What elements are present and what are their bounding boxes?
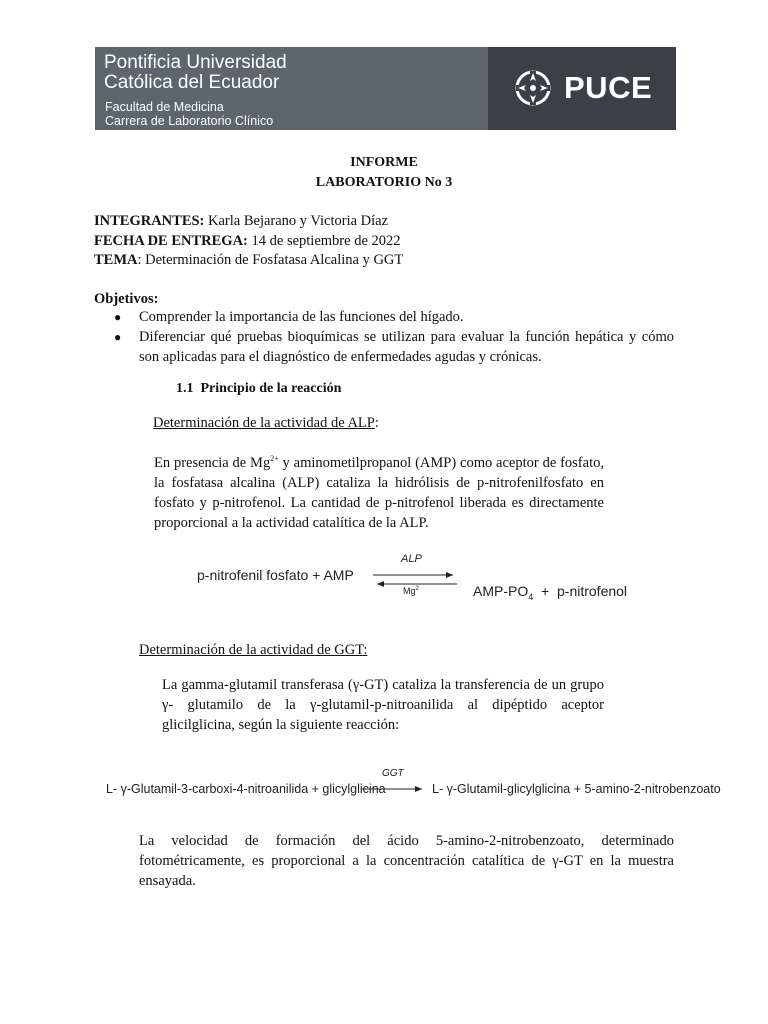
tema-label: TEMA — [94, 252, 138, 268]
alp-product: AMP-PO — [473, 583, 529, 599]
puce-cross-logo-icon — [514, 69, 552, 107]
ggt-reaction-enzyme: GGT — [382, 768, 404, 779]
fecha-line — [94, 233, 401, 250]
objective-item-1: Comprender la importancia de las funciones del hígado. — [139, 309, 464, 325]
fecha-value: 14 de septiembre de 2022 — [247, 233, 401, 249]
ggt-paragraph: La gamma-glutamil transferasa (γ-GT) cataliza la transferencia de un grupo γ- glutamilo de la γ-glutamil-p-nitroanilida al dipéptido aceptor glicilglicina, según la siguiente reacción: — [162, 677, 604, 733]
ggt-heading-text: Determinación de la actividad de GGT: — [139, 642, 368, 658]
integrantes-label: INTEGRANTES: — [94, 213, 205, 229]
banner-left-panel — [95, 47, 488, 130]
fecha-label: FECHA DE ENTREGA: — [94, 233, 248, 249]
alp-reaction-right — [466, 567, 627, 602]
alp-product-sub: 4 — [528, 591, 534, 602]
tema-line — [94, 252, 403, 269]
alp-text-post: y aminometilpropanol (AMP) como aceptor de fosfato, la fosfatasa alcalina (ALP) cataliza la hidrólisis de p-nitrofenilfosfato en fosfato y p-nitrofenol. La cantidad de p-nitrofenol liberada es directamente proporcional a la actividad catalítica de la ALP. — [154, 454, 604, 531]
section-number: 1.1 — [176, 381, 194, 396]
alp-text-sup: 2+ — [270, 454, 279, 463]
puce-logo-text: PUCE — [564, 70, 653, 105]
alp-cofactor-sup: 2 — [415, 586, 419, 592]
faculty-name: Facultad de Medicina — [105, 100, 224, 114]
career-name: Carrera de Laboratorio Clínico — [105, 114, 274, 128]
objective-item-2: Diferenciar qué pruebas bioquímicas se utilizan para evaluar la función hepática y cómo son aplicadas para el diagnóstico de enfermedades agudas y crónicas. — [139, 329, 674, 365]
alp-reaction-enzyme: ALP — [401, 553, 422, 565]
banner-right-panel — [488, 47, 676, 130]
objectives-heading — [94, 291, 158, 308]
alp-heading — [153, 415, 379, 432]
bullet-icon: ● — [114, 310, 122, 324]
university-header-banner — [95, 47, 676, 130]
ggt-conclusion: La velocidad de formación del ácido 5-amino-2-nitrobenzoato, determinado fotométricamente, es proporcional a la concentración catalítica de γ-GT en la muestra ensayada. — [139, 833, 674, 889]
report-subtitle: LABORATORIO No 3 — [315, 175, 453, 190]
university-name-line1: Pontificia Universidad — [104, 52, 287, 73]
ggt-reaction-left: L- γ-Glutamil-3-carboxi-4-nitroanilida + glicylglicina — [106, 782, 386, 796]
section-heading — [176, 381, 341, 397]
ggt-reaction-right: L- γ-Glutamil-glicylglicina + 5-amino-2-nitrobenzoato — [432, 782, 721, 796]
integrantes-line — [94, 213, 388, 230]
integrantes-value: Karla Bejarano y Victoria Díaz — [204, 213, 389, 229]
bullet-icon: ● — [114, 330, 122, 344]
ggt-reaction-arrow — [362, 784, 424, 794]
alp-paragraph — [154, 449, 604, 533]
alp-reaction-left: p-nitrofenil fosfato + AMP — [197, 567, 354, 583]
alp-heading-suffix: : — [374, 415, 379, 431]
alp-cofactor-text: Mg — [403, 586, 416, 596]
section-title: Principio de la reacción — [200, 381, 342, 396]
ggt-heading — [139, 642, 367, 659]
university-name-line2: Católica del Ecuador — [104, 72, 280, 93]
alp-product-rest: + p-nitrofenol — [533, 583, 628, 599]
alp-reaction-cofactor — [403, 586, 419, 596]
objectives-heading-text: Objetivos: — [94, 291, 159, 307]
report-title: INFORME — [350, 155, 418, 170]
alp-heading-text: Determinación de la actividad de ALP — [153, 415, 375, 431]
tema-value: : Determinación de Fosfatasa Alcalina y GGT — [137, 252, 404, 268]
alp-text-pre: En presencia de Mg — [154, 454, 271, 471]
